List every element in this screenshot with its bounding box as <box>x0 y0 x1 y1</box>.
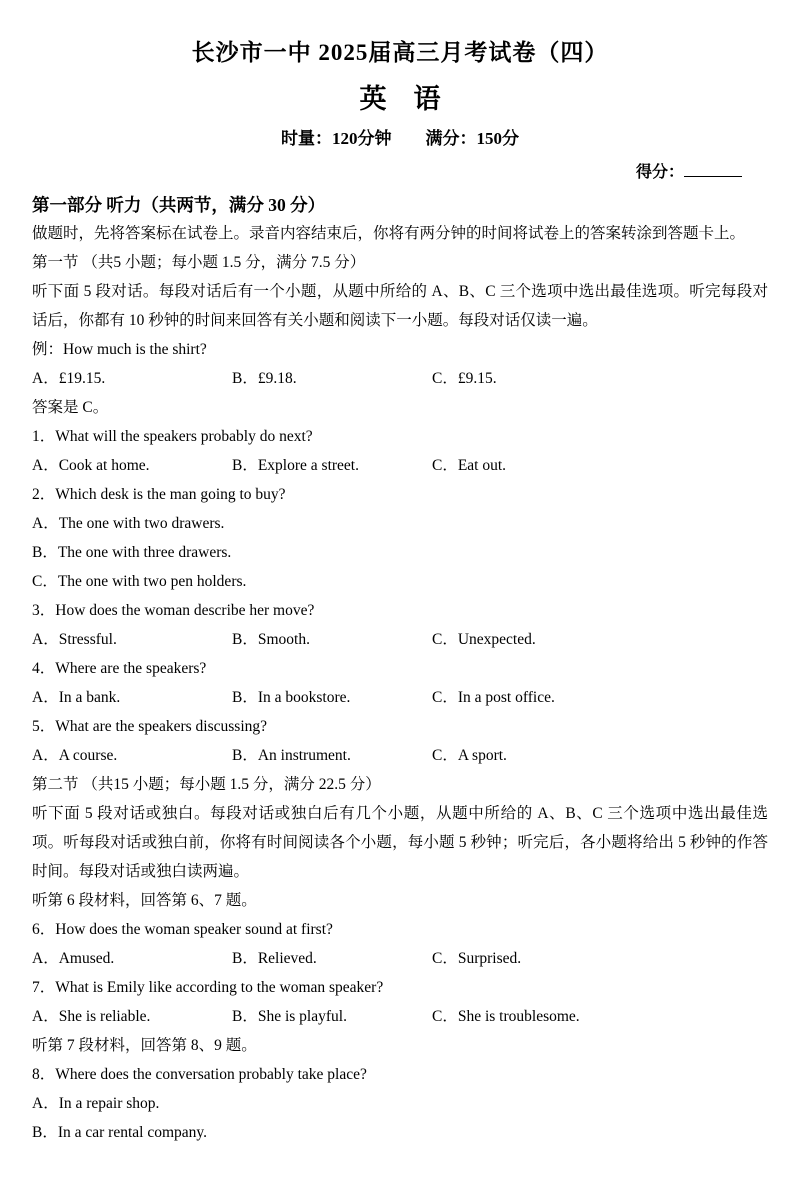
option: A．She is reliable. <box>32 1008 151 1025</box>
option: B．In a car rental company. <box>32 1124 208 1141</box>
options-row <box>32 683 768 712</box>
score-line <box>32 159 768 182</box>
option: B．Explore a street. <box>232 457 359 474</box>
option: A．Stressful. <box>32 631 117 648</box>
option: B．Smooth. <box>232 631 310 648</box>
question-text: 2．Which desk is the man going to buy? <box>32 486 286 503</box>
question-text: 1．What will the speakers probably do next? <box>32 428 313 445</box>
option: A．Amused. <box>32 950 115 967</box>
option: C．In a post office. <box>432 689 555 706</box>
question-text: 6．How does the woman speaker sound at first? <box>32 921 333 938</box>
question-text: 例：How much is the shirt? <box>32 341 207 358</box>
option: A．A course. <box>32 747 118 764</box>
options-row <box>32 944 768 973</box>
paragraph: 听下面 5 段对话或独白。每段对话或独白后有几个小题，从题中所给的 A、B、C 三个选项中选出最佳选项。听每段对话或独白前，你将有时间阅读各个小题，每小题 5 秒钟；听完后，各小题将给出 5 秒钟的作答时间。每段对话或独白读两遍。 <box>32 805 768 880</box>
exam-subject: 英 语 <box>359 84 441 114</box>
score-label: 得分： <box>635 164 684 181</box>
options-row <box>32 451 768 480</box>
question-text: 4．Where are the speakers? <box>32 660 207 677</box>
option: A．£19.15. <box>32 370 106 387</box>
option: B．In a bookstore. <box>232 689 351 706</box>
question-text: 7．What is Emily like according to the woman speaker? <box>32 979 384 996</box>
exam-info-line: 时量：120分钟 满分：150分 <box>281 129 519 148</box>
option: B．The one with three drawers. <box>32 544 232 561</box>
paragraph: 听第 6 段材料，回答第 6、7 题。 <box>32 892 257 909</box>
part1-heading: 第一部分 听力（共两节，满分 30 分） <box>32 195 326 215</box>
option: B．She is playful. <box>232 1008 347 1025</box>
option: A．In a bank. <box>32 689 121 706</box>
question-text: 5．What are the speakers discussing? <box>32 718 268 735</box>
paragraph: 答案是 C。 <box>32 399 109 416</box>
section-subheading: 第二节 （共15 小题；每小题 1.5 分，满分 22.5 分） <box>32 776 381 793</box>
options-row <box>32 741 768 770</box>
option: C．£9.15. <box>432 370 497 387</box>
option: B．£9.18. <box>232 370 297 387</box>
option: C．Unexpected. <box>432 631 536 648</box>
section-subheading: 第一节 （共5 小题；每小题 1.5 分，满分 7.5 分） <box>32 254 366 271</box>
option: B．Relieved. <box>232 950 317 967</box>
option: C．Eat out. <box>432 457 507 474</box>
score-blank <box>684 162 742 177</box>
option: B．An instrument. <box>232 747 351 764</box>
option: C．Surprised. <box>432 950 522 967</box>
options-row <box>32 1002 768 1031</box>
exam-title: 长沙市一中 2025届高三月考试卷（四） <box>191 40 609 65</box>
option: C．The one with two pen holders. <box>32 573 247 590</box>
option: A．Cook at home. <box>32 457 150 474</box>
paragraph: 听第 7 段材料，回答第 8、9 题。 <box>32 1037 257 1054</box>
options-row <box>32 364 768 393</box>
option: C．She is troublesome. <box>432 1008 580 1025</box>
option: A．The one with two drawers. <box>32 515 225 532</box>
option: A．In a repair shop. <box>32 1095 160 1112</box>
question-text: 8．Where does the conversation probably take place? <box>32 1066 367 1083</box>
exam-body <box>32 219 768 1147</box>
options-row <box>32 625 768 654</box>
paragraph: 听下面 5 段对话。每段对话后有一个小题，从题中所给的 A、B、C 三个选项中选出最佳选项。听完每段对话后，你都有 10 秒钟的时间来回答有关小题和阅读下一小题。每段对话仅读一遍。 <box>32 283 768 329</box>
question-text: 3．How does the woman describe her move? <box>32 602 315 619</box>
paragraph: 做题时，先将答案标在试卷上。录音内容结束后，你将有两分钟的时间将试卷上的答案转涂到答题卡上。 <box>32 225 746 242</box>
option: C．A sport. <box>432 747 507 764</box>
